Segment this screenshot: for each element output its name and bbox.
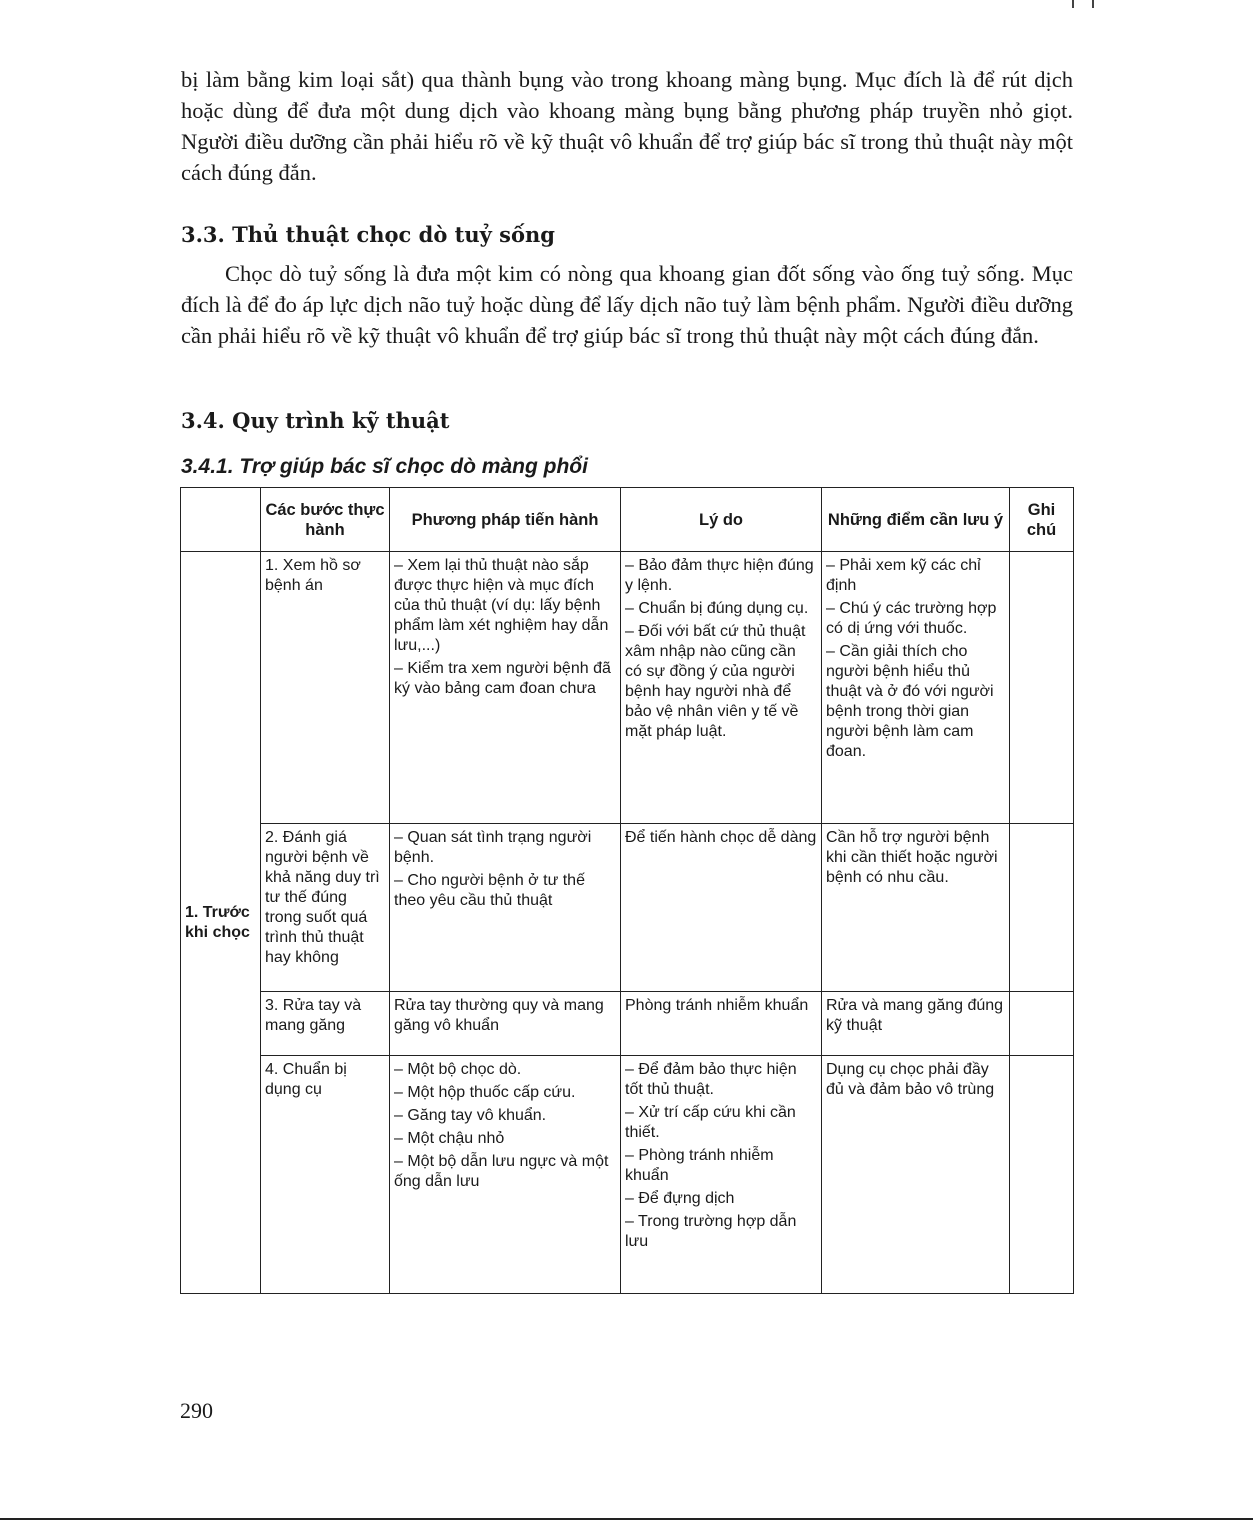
subsection-heading-3-4-1: 3.4.1. Trợ giúp bác sĩ chọc dò màng phổi: [181, 455, 588, 478]
header-remark: Ghi chú: [1010, 488, 1074, 552]
method-line: – Xem lại thủ thuật nào sắp được thực hiện và mục đích của thủ thuật (ví dụ: lấy bệnh phẩm làm xét nghiệm hay dẫn lưu,...): [394, 557, 609, 654]
method-line: – Cho người bệnh ở tư thế theo yêu cầu thủ thuật: [394, 872, 585, 909]
paragraph-lumbar-puncture: Chọc dò tuỷ sống là đưa một kim có nòng qua khoang gian đốt sống vào ống tuỷ sống. Mục đích là để đo áp lực dịch não tuỷ hoặc dùng để lấy dịch não tuỷ làm bệnh phẩm. Người điều dưỡng cần phải hiểu rõ về kỹ thuật vô khuẩn để trợ giúp bác sĩ trong thủ thuật này một cách đúng đắn.: [181, 261, 1073, 348]
notes-cell: [822, 992, 1010, 1056]
header-reason: Lý do: [621, 488, 822, 552]
step-cell: 3. Rửa tay và mang găng: [261, 992, 390, 1056]
reason-line: – Để đựng dịch: [625, 1190, 735, 1207]
paragraph-continuation: bị làm bằng kim loại sắt) qua thành bụng vào trong khoang màng bụng. Mục đích là để rút dịch hoặc dùng để đưa một dung dịch vào khoang màng bụng bằng phương pháp truyền nhỏ giọt. Người điều dưỡng cần phải hiểu rõ về kỹ thuật vô khuẩn để trợ giúp bác sĩ trong thủ thuật này một cách đúng đắn.: [181, 67, 1073, 185]
notes-line: Cần hỗ trợ người bệnh khi cần thiết hoặc người bệnh có nhu cầu.: [826, 829, 998, 886]
step-cell: 2. Đánh giá người bệnh về khả năng duy trì tư thế đúng trong suốt quá trình thủ thuật hay không: [261, 824, 390, 992]
method-line: – Một hộp thuốc cấp cứu.: [394, 1084, 576, 1101]
notes-line: – Chú ý các trường hợp có dị ứng với thuốc.: [826, 600, 997, 637]
phase-label: 1. Trước khi chọc: [181, 552, 261, 1294]
method-line: – Một bộ dẫn lưu ngực và một ống dẫn lưu: [394, 1153, 609, 1190]
procedure-table: [180, 487, 1074, 1294]
reason-line: – Chuẩn bị đúng dụng cụ.: [625, 600, 809, 617]
step-cell: 4. Chuẩn bị dụng cụ: [261, 1056, 390, 1294]
method-line: – Kiểm tra xem người bệnh đã ký vào bảng cam đoan chưa: [394, 660, 611, 697]
method-line: – Một chậu nhỏ: [394, 1130, 505, 1147]
section-heading-3-3: 3.3. Thủ thuật chọc dò tuỷ sống: [181, 222, 555, 247]
reason-line: Để tiến hành chọc dễ dàng: [625, 829, 817, 846]
notes-cell: [822, 824, 1010, 992]
reason-line: – Đối với bất cứ thủ thuật xâm nhập nào cũng cần có sự đồng ý của người bệnh hay người nhà để bảo vệ nhân viên y tế về mặt pháp luật.: [625, 623, 806, 740]
method-line: – Găng tay vô khuẩn.: [394, 1107, 547, 1124]
reason-cell: [621, 552, 822, 824]
crop-mark: [1092, 0, 1094, 8]
reason-line: – Bảo đảm thực hiện đúng y lệnh.: [625, 557, 814, 594]
reason-line: – Trong trường hợp dẫn lưu: [625, 1213, 797, 1250]
remark-cell: [1010, 824, 1074, 992]
method-cell: [390, 824, 621, 992]
notes-line: – Cần giải thích cho người bệnh hiểu thủ thuật và ở đó với người bệnh trong thời gian người bệnh làm cam đoan.: [826, 643, 994, 760]
method-line: Rửa tay thường quy và mang găng vô khuẩn: [394, 997, 604, 1034]
reason-line: – Phòng tránh nhiễm khuẩn: [625, 1147, 774, 1184]
reason-line: – Để đảm bảo thực hiện tốt thủ thuật.: [625, 1061, 797, 1098]
remark-cell: [1010, 552, 1074, 824]
remark-cell: [1010, 1056, 1074, 1294]
notes-line: Dụng cụ chọc phải đầy đủ và đảm bảo vô trùng: [826, 1061, 995, 1098]
table-row: [181, 1056, 1074, 1294]
scan-bottom-edge: [0, 1518, 1253, 1520]
method-cell: [390, 1056, 621, 1294]
table-row: [181, 552, 1074, 824]
table-header-row: [181, 488, 1074, 552]
header-steps: Các bước thực hành: [261, 488, 390, 552]
notes-cell: [822, 1056, 1010, 1294]
notes-line: Rửa và mang găng đúng kỹ thuật: [826, 997, 1004, 1034]
method-cell: [390, 552, 621, 824]
method-line: – Quan sát tình trạng người bệnh.: [394, 829, 592, 866]
remark-cell: [1010, 992, 1074, 1056]
crop-mark: [1072, 0, 1074, 8]
reason-line: – Xử trí cấp cứu khi cần thiết.: [625, 1104, 796, 1141]
section-heading-3-4: 3.4. Quy trình kỹ thuật: [181, 408, 450, 433]
reason-cell: [621, 992, 822, 1056]
method-cell: [390, 992, 621, 1056]
header-phase: [181, 488, 261, 552]
reason-cell: [621, 824, 822, 992]
page-number: 290: [180, 1398, 213, 1423]
header-notes: Những điểm cần lưu ý: [822, 488, 1010, 552]
reason-cell: [621, 1056, 822, 1294]
notes-line: – Phải xem kỹ các chỉ định: [826, 557, 981, 594]
table-row: [181, 824, 1074, 992]
step-cell: 1. Xem hồ sơ bệnh án: [261, 552, 390, 824]
method-line: – Một bộ chọc dò.: [394, 1061, 522, 1078]
reason-line: Phòng tránh nhiễm khuẩn: [625, 997, 809, 1014]
table-row: [181, 992, 1074, 1056]
notes-cell: [822, 552, 1010, 824]
header-method: Phương pháp tiến hành: [390, 488, 621, 552]
